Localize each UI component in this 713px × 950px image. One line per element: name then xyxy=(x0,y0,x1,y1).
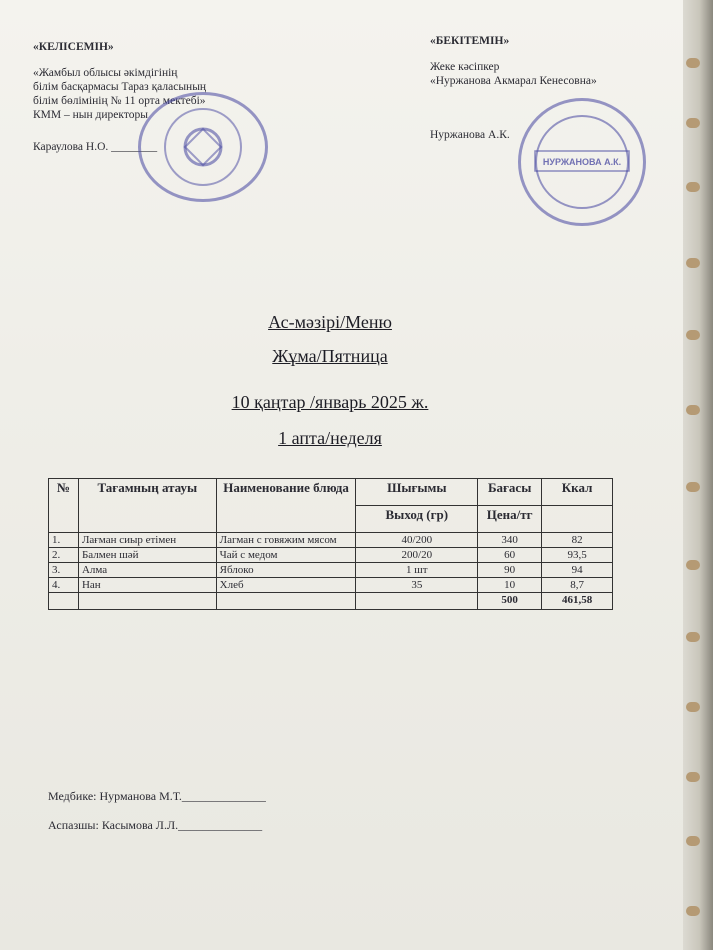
table-row xyxy=(49,548,613,563)
binder-hole xyxy=(686,118,700,128)
col-name-kz-header: Тағамның атауы xyxy=(78,479,216,533)
menu-table xyxy=(48,478,613,610)
binder-hole xyxy=(686,482,700,492)
binder-hole xyxy=(686,560,700,570)
menu-week: 1 апта/неделя xyxy=(278,428,382,448)
binder-hole xyxy=(686,836,700,846)
col-kcal-sub-header xyxy=(542,506,613,533)
binder-hole xyxy=(686,702,700,712)
cell-empty xyxy=(78,593,216,610)
col-num-header: № xyxy=(49,479,79,533)
menu-day: Жұма/Пятница xyxy=(272,346,388,366)
binder-hole xyxy=(686,258,700,268)
binder-hole xyxy=(686,405,700,415)
menu-date: 10 қаңтар /январь 2025 ж. xyxy=(231,392,429,412)
cell-name-ru: Хлеб xyxy=(216,578,356,593)
binder-hole xyxy=(686,632,700,642)
col-name-ru-header: Наименование блюда xyxy=(216,479,356,533)
cook-signature: Аспазшы: Касымова Л.Л.______________ xyxy=(48,818,263,832)
cell-name-ru: Чай с медом xyxy=(216,548,356,563)
cell-empty xyxy=(49,593,79,610)
table-total-row xyxy=(49,593,613,610)
col-yield-kz-header: Шығымы xyxy=(356,479,478,506)
cell-name-ru: Яблоко xyxy=(216,563,356,578)
table-row xyxy=(49,533,613,548)
cell-name-kz: Лағман сиыр етімен xyxy=(78,533,216,548)
menu-title: Ас-мәзірі/Меню xyxy=(268,312,392,332)
entrepreneur-stamp xyxy=(518,98,646,226)
cell-price: 340 xyxy=(478,533,542,548)
cell-kcal: 94 xyxy=(542,563,613,578)
binder-hole xyxy=(686,772,700,782)
binder-hole xyxy=(686,58,700,68)
confirmation-line: Жеке кәсіпкер xyxy=(430,61,500,73)
cell-yield: 35 xyxy=(356,578,478,593)
approval-line: білім бөлімінің № 11 орта мектебі» xyxy=(33,95,206,107)
cell-num: 2. xyxy=(49,548,79,563)
total-kcal: 461,58 xyxy=(542,593,613,610)
cell-name-kz: Алма xyxy=(78,563,216,578)
approval-line: КММ – нын директоры xyxy=(33,109,148,121)
table-header-row xyxy=(49,479,613,506)
total-price: 500 xyxy=(478,593,542,610)
approval-title: «КЕЛІСЕМІН» xyxy=(33,41,114,53)
cell-empty xyxy=(356,593,478,610)
school-seal xyxy=(138,92,268,202)
entrepreneur-signature: Нуржанова А.К. xyxy=(430,129,510,141)
approval-line: білім басқармасы Тараз қаласының xyxy=(33,81,207,93)
binder-hole xyxy=(686,182,700,192)
cell-num: 4. xyxy=(49,578,79,593)
confirmation-line: «Нуржанова Акмарал Кенесовна» xyxy=(430,75,597,87)
cell-num: 1. xyxy=(49,533,79,548)
col-yield-ru-header: Выход (гр) xyxy=(356,506,478,533)
binder-edge xyxy=(683,0,713,950)
col-price-ru-header: Цена/тг xyxy=(478,506,542,533)
cell-kcal: 82 xyxy=(542,533,613,548)
cell-empty xyxy=(216,593,356,610)
approval-line: «Жамбыл облысы әкімдігінің xyxy=(33,67,178,79)
director-signature: Караулова Н.О. ________ xyxy=(33,141,158,153)
table-row xyxy=(49,563,613,578)
cell-name-kz: Балмен шәй xyxy=(78,548,216,563)
cell-yield: 200/20 xyxy=(356,548,478,563)
confirmation-title: «БЕКІТЕМІН» xyxy=(430,35,510,47)
cell-price: 10 xyxy=(478,578,542,593)
col-kcal-header: Ккал xyxy=(542,479,613,506)
table-row xyxy=(49,578,613,593)
emblem-icon xyxy=(141,95,265,199)
stamp-icon xyxy=(521,101,643,223)
cell-yield: 40/200 xyxy=(356,533,478,548)
cell-num: 3. xyxy=(49,563,79,578)
cell-name-kz: Нан xyxy=(78,578,216,593)
binder-hole xyxy=(686,330,700,340)
stamp-text: НУРЖАНОВА А.К. xyxy=(542,157,622,167)
nurse-signature: Медбике: Нурманова М.Т.______________ xyxy=(48,789,266,803)
cell-name-ru: Лагман с говяжим мясом xyxy=(216,533,356,548)
cell-yield: 1 шт xyxy=(356,563,478,578)
binder-hole xyxy=(686,906,700,916)
cell-price: 60 xyxy=(478,548,542,563)
cell-kcal: 93,5 xyxy=(542,548,613,563)
cell-kcal: 8,7 xyxy=(542,578,613,593)
col-price-kz-header: Бағасы xyxy=(478,479,542,506)
cell-price: 90 xyxy=(478,563,542,578)
